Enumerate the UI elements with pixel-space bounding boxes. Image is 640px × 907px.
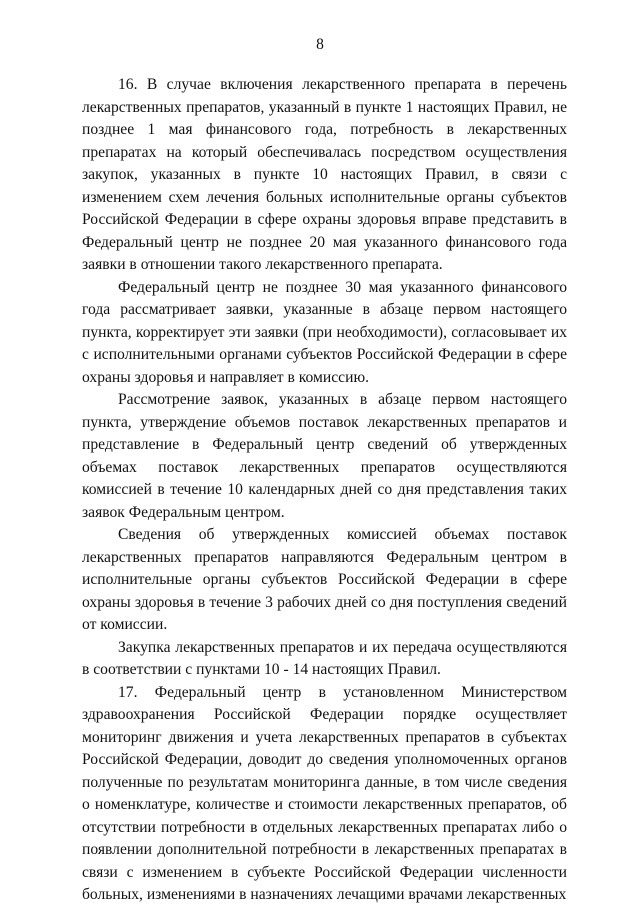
paragraph-approved-volumes: Сведения об утвержденных комиссией объемах поставок лекарственных препаратов направляются Федеральным центром в исполнительные органы субъектов Российской Федерации в сфере охраны здоровья в течение 3 рабочих дней со дня поступления сведений от комиссии. [82,526,567,633]
paragraph-federal-center-review: Федеральный центр не позднее 30 мая указанного финансового года рассматривает заявки, указанные в абзаце первом настоящего пункта, корректирует эти заявки (при необходимости), согласовывает их с исполнительными органами субъектов Российской Федерации в сфере охраны здоровья и направляет в комиссию. [82,278,567,386]
paragraph-16: 16. В случае включения лекарственного препарата в перечень лекарственных препаратов, указанный в пункте 1 настоящих Правил, не позднее 1 мая финансового года, потребность в лекарственных препаратах на который обеспечивалась посредством осуществления закупок, указанных в пункте 10 настоящих Правил, в связи с изменением схем лечения больных исполнительные органы субъектов Российской Федерации в сфере охраны здоровья вправе представить в Федеральный центр не позднее 20 мая указанного финансового года заявки в отношении такого лекарственного препарата. [82,76,567,273]
page-number: 8 [316,36,324,53]
paragraph-17: 17. Федеральный центр в установленном Министерством здравоохранения Российской Федерации порядке осуществляет мониторинг движения и учета лекарственных препаратов в субъектах Российской Федерации, доводит до сведения уполномоченных органов полученные по результатам мониторинга данные, в том числе сведения о номенклатуре, количестве и стоимости лекарственных препаратов, об отсутствии потребности в отдельных лекарственных препаратах либо о появлении дополнительной потребности в лекарственных препаратах в связи с изменением в субъекте Российской Федерации численности больных, изменениями в назначениях лечащими врачами лекарственных [82,683,567,903]
paragraph-commission-review: Рассмотрение заявок, указанных в абзаце первом настоящего пункта, утверждение объемов поставок лекарственных препаратов и представление в Федеральный центр сведений об утвержденных объемах поставок лекарственных препаратов осуществляются комиссией в течение 10 календарных дней со дня представления таких заявок Федеральным центром. [82,391,567,521]
paragraph-procurement: Закупка лекарственных препаратов и их передача осуществляются в соответствии с пунктами 10 - 14 настоящих Правил. [82,638,567,678]
document-body [82,74,567,907]
